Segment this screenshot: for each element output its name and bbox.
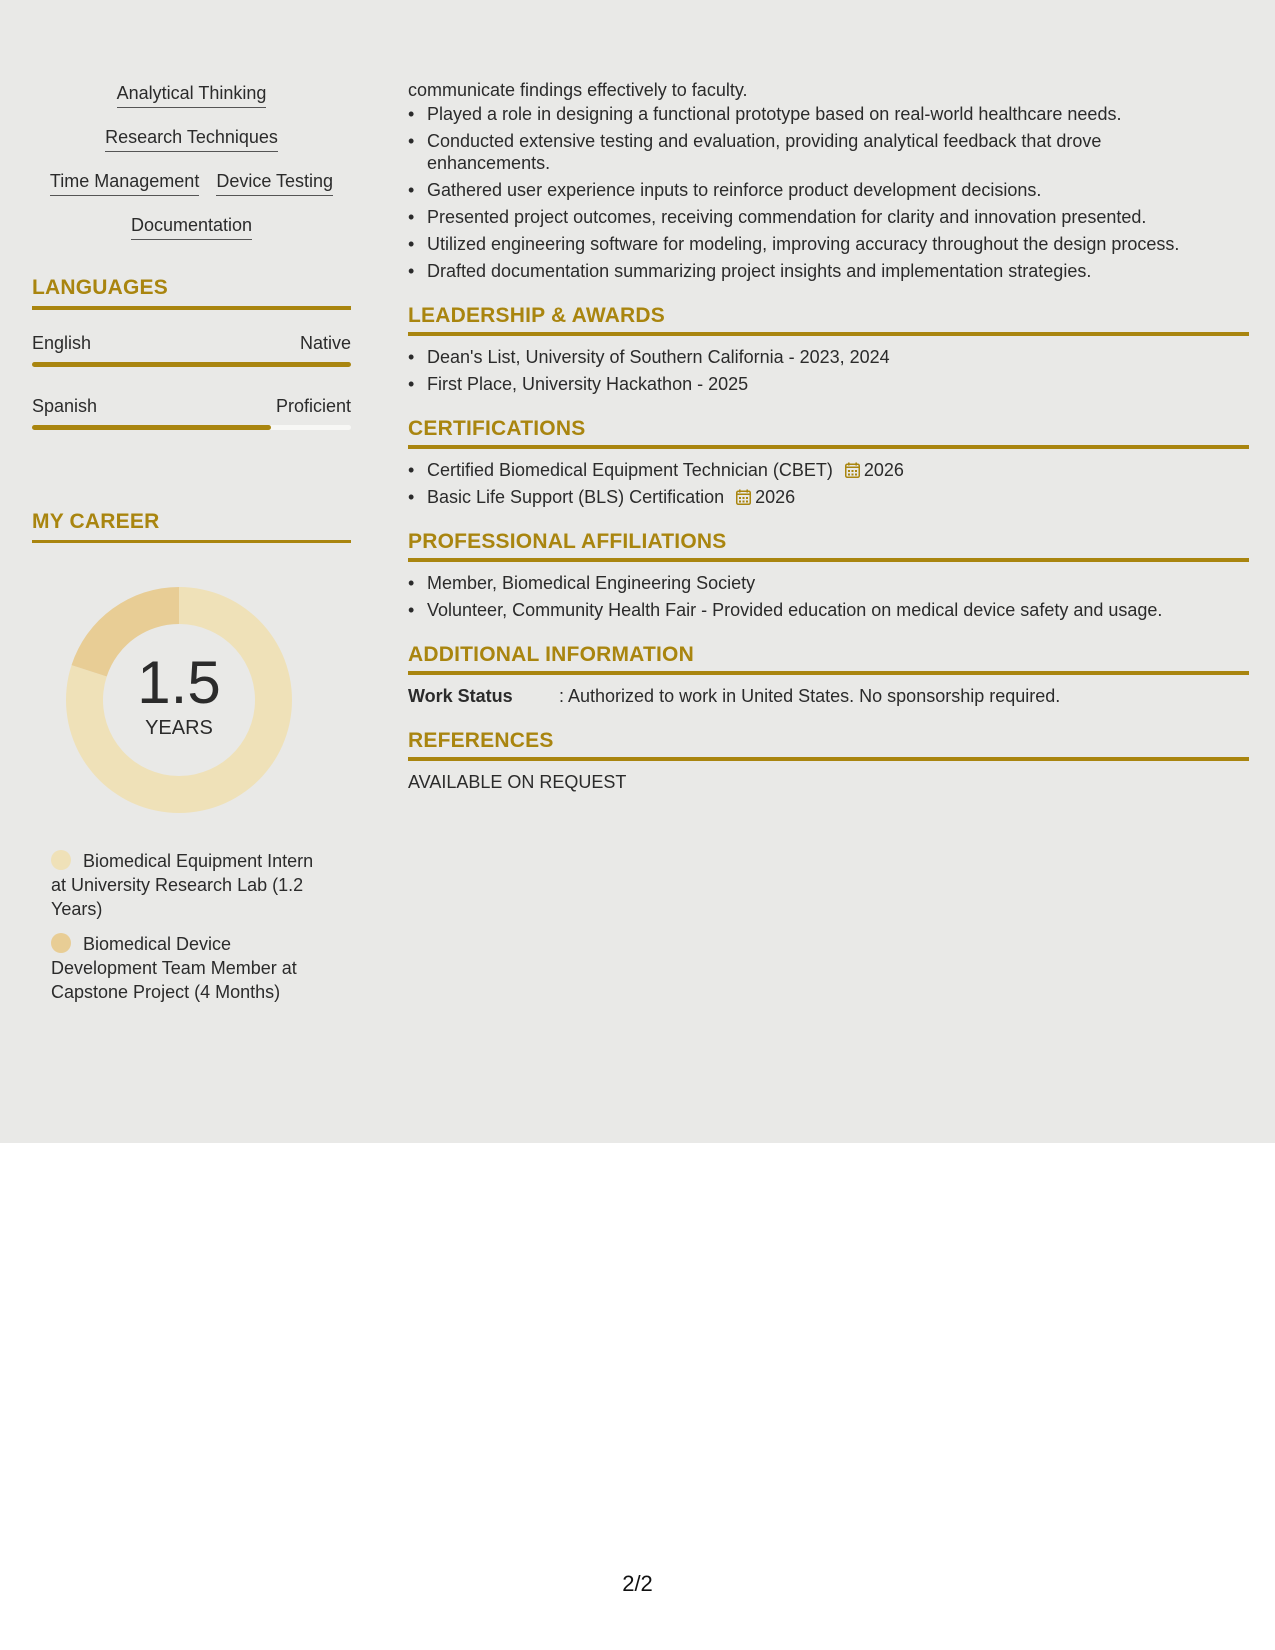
references-section: [408, 729, 1249, 793]
list-item: • Presented project outcomes, receiving commendation for clarity and innovation presented.: [408, 206, 1249, 228]
additional-info-section: [408, 643, 1249, 707]
certification-item: [408, 486, 1249, 508]
language-progress-bar: [32, 425, 351, 430]
work-status-label: Work Status: [408, 686, 513, 706]
right-column: [408, 79, 1249, 793]
list-item: • Conducted extensive testing and evaluation, providing analytical feedback that drove enhancements.: [408, 130, 1249, 174]
career-heading: MY CAREER: [32, 510, 351, 543]
certification-year: 2026: [755, 487, 796, 507]
career-total-value: 1.5: [137, 649, 221, 716]
language-progress-fill: [32, 425, 271, 430]
references-heading: REFERENCES: [408, 729, 1249, 761]
experience-bullets: [408, 103, 1249, 282]
legend-item: [51, 849, 331, 921]
affiliations-section: [408, 530, 1249, 621]
language-name: Spanish: [32, 396, 98, 416]
career-total-unit: YEARS: [145, 717, 213, 739]
career-section: [32, 510, 351, 1004]
legend-label: Biomedical Device Development Team Member at Capstone Project (4 Months): [51, 934, 297, 1002]
language-item: [32, 395, 351, 430]
references-text: AVAILABLE ON REQUEST: [408, 772, 627, 792]
list-item: • Volunteer, Community Health Fair - Provided education on medical device safety and usage.: [408, 599, 1249, 621]
list-item: • Drafted documentation summarizing project insights and implementation strategies.: [408, 260, 1249, 282]
skill-tag: Research Techniques: [105, 126, 278, 152]
work-status-value: : Authorized to work in United States. No sponsorship required.: [559, 686, 1061, 706]
legend-item: [51, 932, 331, 1004]
leadership-section: [408, 304, 1249, 395]
certification-name: Basic Life Support (BLS) Certification: [427, 487, 725, 507]
legend-dot: [51, 850, 71, 870]
skills-list: [32, 82, 351, 240]
affiliations-heading: PROFESSIONAL AFFILIATIONS: [408, 530, 1249, 562]
work-status-row: [408, 685, 1249, 707]
page-number: 2/2: [622, 1571, 653, 1596]
list-item: • First Place, University Hackathon - 2025: [408, 373, 1249, 395]
additional-info-heading: ADDITIONAL INFORMATION: [408, 643, 1249, 675]
list-item: • Gathered user experience inputs to reinforce product development decisions.: [408, 179, 1249, 201]
languages-section: [32, 276, 351, 430]
language-item: [32, 332, 351, 367]
career-legend: [51, 849, 331, 1004]
certifications-list: [408, 459, 1249, 508]
calendar-icon: [736, 489, 751, 505]
list-item: • Played a role in designing a functional prototype based on real-world healthcare needs.: [408, 103, 1249, 125]
certification-name: Certified Biomedical Equipment Technician (CBET): [427, 460, 833, 480]
language-name: English: [32, 333, 92, 353]
career-donut-chart: [66, 587, 292, 813]
leadership-heading: LEADERSHIP & AWARDS: [408, 304, 1249, 336]
list-item: • Dean's List, University of Southern California - 2023, 2024: [408, 346, 1249, 368]
legend-label: Biomedical Equipment Intern at University Research Lab (1.2 Years): [51, 851, 314, 919]
languages-heading: LANGUAGES: [32, 276, 351, 310]
experience-continued-text: communicate findings effectively to faculty.: [408, 80, 748, 100]
skill-tag: Device Testing: [216, 170, 333, 196]
list-item: • Member, Biomedical Engineering Society: [408, 572, 1249, 594]
calendar-icon: [845, 462, 860, 478]
left-column: [32, 82, 351, 1015]
skill-tag: Documentation: [131, 214, 252, 240]
skill-tag: Time Management: [50, 170, 199, 196]
certifications-section: [408, 417, 1249, 508]
skill-tag: Analytical Thinking: [117, 82, 267, 108]
leadership-list: [408, 346, 1249, 395]
affiliations-list: [408, 572, 1249, 621]
language-progress-fill: [32, 362, 351, 367]
language-progress-bar: [32, 362, 351, 367]
list-item: • Utilized engineering software for modeling, improving accuracy throughout the design process.: [408, 233, 1249, 255]
legend-dot: [51, 933, 71, 953]
language-level: Native: [299, 333, 351, 353]
certification-item: [408, 459, 1249, 481]
language-level: Proficient: [275, 396, 351, 416]
donut-center: [66, 587, 292, 813]
experience-continued: [408, 79, 1249, 282]
certification-year: 2026: [863, 460, 904, 480]
certifications-heading: CERTIFICATIONS: [408, 417, 1249, 449]
